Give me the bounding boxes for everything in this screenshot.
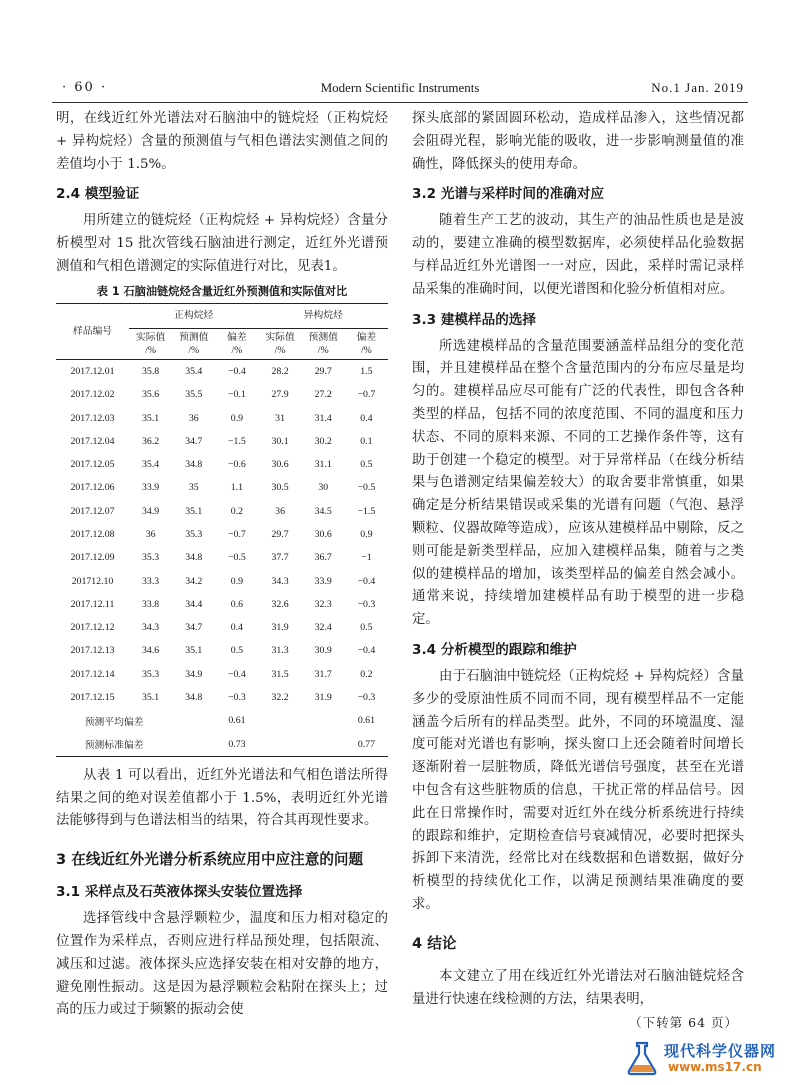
table-cell: −1.5 (228, 435, 246, 447)
table-cell: 36 (188, 412, 199, 424)
table-cell: 31.9 (271, 622, 289, 634)
std-normal: 0.73 (228, 738, 246, 750)
table-cell (302, 709, 345, 732)
section-3-3-heading: 3.3 建模样品的选择 (412, 311, 536, 328)
table-cell: 1.5 (360, 365, 373, 377)
table-cell: −0.7 (357, 389, 376, 401)
table-cell: 0.1 (360, 435, 373, 447)
table-row (56, 476, 388, 499)
table-cell: 0.9 (230, 575, 244, 587)
table-cell: 0.6 (230, 598, 244, 610)
col-sample-header: 样品编号 (56, 303, 129, 359)
table-body (56, 359, 388, 709)
watermark-title: 现代科学仪器网 (664, 1042, 777, 1060)
table-cell: 34.8 (185, 552, 203, 564)
table-cell: 0.4 (360, 412, 373, 424)
table-cell: 0.5 (360, 622, 373, 634)
table-cell: 32.3 (314, 598, 332, 610)
table-caption: 表 1 石脑油链烷烃含量近红外预测值和实际值对比 (96, 284, 348, 298)
table-cell: 32.2 (271, 692, 289, 704)
table-cell: −0.4 (228, 365, 246, 377)
table-cell (259, 733, 302, 757)
table-row (56, 616, 388, 639)
table-row (56, 453, 388, 476)
table-cell: 34.8 (185, 459, 203, 471)
sample-id-cell: 2017.12.08 (70, 529, 115, 540)
table-cell: 31.9 (314, 692, 332, 704)
table-cell: 34.9 (185, 668, 203, 680)
table-cell: 29.7 (314, 365, 332, 377)
table-cell: 36 (275, 505, 285, 517)
table-cell (172, 733, 215, 757)
table-cell: −0.3 (357, 598, 376, 610)
table-cell: 35.6 (142, 389, 160, 401)
table-cell: 0.5 (360, 459, 373, 471)
table-row (56, 500, 388, 523)
section-2-4-heading: 2.4 模型验证 (56, 186, 140, 203)
std-iso: 0.77 (357, 738, 375, 750)
table-row (56, 523, 388, 546)
table-cell: 0.9 (360, 529, 373, 540)
table-cell: 31.3 (271, 645, 289, 657)
section-3-4-heading: 3.4 分析模型的跟踪和维护 (412, 641, 577, 658)
table-cell: 34.7 (185, 435, 203, 447)
table-row (56, 593, 388, 616)
table-row (56, 430, 388, 453)
table-cell: 28.2 (271, 365, 289, 377)
table-row (56, 639, 388, 662)
table-cell: −0.1 (228, 389, 246, 401)
table-cell (172, 709, 215, 732)
sample-id-cell: 2017.12.03 (70, 412, 115, 424)
page-number: · 60 · (62, 80, 108, 95)
table-cell: −0.6 (228, 459, 246, 471)
section-4-paragraph: 本文建立了用在线近红外光谱法对石脑油链烷烃含量进行快速在线检测的方法，结果表明， (412, 968, 744, 1007)
table-cell: 35.3 (142, 552, 160, 564)
avg-normal: 0.61 (228, 715, 246, 727)
table-cell: −0.5 (228, 552, 246, 564)
table-cell: 34.5 (314, 505, 332, 517)
table-cell: 0.4 (230, 622, 244, 634)
table-cell (302, 733, 345, 757)
table-row-std (56, 733, 388, 757)
table-cell: 36.2 (142, 435, 160, 447)
table-cell: 36 (145, 529, 156, 540)
table-cell: 32.4 (314, 622, 332, 634)
table-cell: 33.9 (314, 575, 332, 587)
table-cell: 35.1 (142, 412, 160, 424)
table-cell: 30.6 (271, 459, 289, 471)
table-cell: 29.7 (271, 529, 289, 540)
table-cell: 0.9 (230, 412, 244, 424)
table-cell: −1.5 (357, 505, 376, 517)
table-cell: 33.9 (142, 482, 160, 494)
sample-id-cell: 2017.12.11 (70, 598, 115, 610)
table-row (56, 383, 388, 406)
table-cell: 35 (188, 482, 199, 494)
table-cell: 33.3 (142, 575, 160, 587)
table-cell: 34.3 (142, 622, 160, 634)
table-cell: 35.1 (185, 645, 203, 657)
table-cell: 30.6 (314, 529, 332, 540)
table-cell: 37.7 (271, 552, 289, 564)
table-cell: 0.5 (230, 645, 244, 657)
col-dev-header: 偏差 /% (345, 328, 388, 359)
table-row (56, 359, 388, 383)
col-actual-header: 实际值 /% (129, 328, 172, 359)
table-cell: 0.2 (230, 505, 244, 517)
table-cell: −0.4 (357, 575, 376, 587)
table-cell: 35.1 (142, 692, 160, 704)
table-cell: 35.5 (185, 389, 203, 401)
continued-paragraph: 探头底部的紧固圆环松动，造成样品渗入，这些情况都会阻碍光程，影响光能的吸收，进一步影响测量值的准确性，降低探头的使用寿命。 (412, 111, 744, 172)
table-cell: −0.7 (228, 529, 246, 540)
table-cell: 30.2 (314, 435, 332, 447)
table-row (56, 663, 388, 686)
table-cell: 34.8 (185, 692, 203, 704)
issue-info: No.1 Jan. 2019 (651, 80, 744, 95)
table-cell: 31.7 (314, 668, 332, 680)
watermark-url: www.ms17.cn (668, 1060, 762, 1074)
sample-id-cell: 2017.12.06 (70, 482, 115, 494)
after-table-paragraph: 从表 1 可以看出，近红外光谱法和气相色谱法所得结果之间的绝对误差值都小于 1.5%，表明近红外光谱法能够得到与色谱法相当的结果，符合其再现性要求。 (56, 767, 388, 829)
group-iso-header: 异构烷烃 (259, 303, 389, 328)
intro-paragraph: 明，在线近红外光谱法对石脑油中的链烷烃（正构烷烃 + 异构烷烃）含量的预测值与气相色谱法实测值之间的差值均小于 1.5%。 (56, 111, 388, 172)
watermark-logo (624, 1038, 794, 1080)
col-pred-header: 预测值 /% (302, 328, 345, 359)
table-cell: 30.5 (271, 482, 289, 494)
section-3-heading: 3 在线近红外光谱分析系统应用中应注意的问题 (56, 851, 364, 869)
table-row (56, 569, 388, 592)
table-cell: 35.1 (185, 505, 203, 517)
table-cell: 35.8 (142, 365, 160, 377)
table-row-avg (56, 709, 388, 732)
sample-id-cell: 2017.12.05 (70, 459, 115, 471)
sample-id-cell: 2017.12.13 (70, 645, 115, 657)
table-cell: 35.4 (142, 459, 160, 471)
table-cell: −0.5 (357, 482, 376, 494)
sample-id-cell: 2017.12.14 (70, 668, 115, 680)
sample-id-cell: 2017.12.12 (70, 622, 115, 634)
section-3-3-paragraph: 所选建模样品的含量范围要涵盖样品组分的变化范围，并且建模样品在整个含量范围内的分布应尽量是均匀的。建模样品应尽可能有广泛的代表性，即包含各种类型的样品，包括不同的浓度范围、不同的温度和压力状态、不同的原料来源、不同的工艺操作条件等，这有助于创建一个稳定的模型。对于异常样品（在线分析结果与色谱测定结果偏差较大）的取舍要非常慎重，如果确定是分析结果错误或采集的光谱有问题（气泡、悬浮颗粒、仪器故障等造成），应该从建模样品中剔除，反之则可能是新类型样品，应加入建模样品集，随着与之类似的建模样品的增加，该类型样品的偏差自然会减小。通常来说，持续增加建模样品有助于模型的进一步稳定。 (412, 338, 744, 628)
section-3-4-paragraph: 由于石脑油中链烷烃（正构烷烃 + 异构烷烃）含量多少的受原油性质不同而不同，现有模型样品不一定能涵盖今后所有的样品类型。此外，不同的环境温度、湿度可能对光谱也有影响，探头窗口上还会随着时间增长逐渐附着一层脏物质，降低光谱信号强度，甚至在光谱中包含有这些脏物质的信息，干扰正常的样品信号。因此在日常操作时，需要对近红外在线分析系统进行持续的跟踪和维护，定期检查信号衰减情况，必要时把探头拆卸下来清洗，经常比对在线数据和色谱数据，做好分析模型的持续优化工作，以满足预测结果准确度的要求。 (412, 668, 744, 912)
journal-name: Modern Scientific Instruments (320, 80, 480, 95)
section-2-4-paragraph: 用所建立的链烷烃（正构烷烃 + 异构烷烃）含量分析模型对 15 批次管线石脑油进行测定，近红外光谱预测值和气相色谱测定的实际值进行对比，见表1。 (56, 213, 388, 274)
table-cell: 32.6 (271, 598, 289, 610)
table-cell: 30 (318, 482, 329, 494)
table-cell: 34.6 (142, 645, 160, 657)
sample-id-cell: 2017.12.04 (70, 435, 115, 447)
table-cell: 30.1 (271, 435, 289, 447)
col-dev-header: 偏差 /% (215, 328, 258, 359)
section-3-2-heading: 3.2 光谱与采样时间的准确对应 (412, 186, 604, 203)
sample-id-cell: 2017.12.01 (70, 365, 115, 377)
sample-id-cell: 2017.12.09 (70, 552, 115, 564)
table-cell: 31.1 (314, 459, 332, 471)
sample-id-cell: 2017.12.02 (70, 389, 115, 401)
table-cell: 34.4 (185, 598, 203, 610)
sample-id-cell: 201712.10 (71, 575, 114, 587)
table-cell: 34.9 (142, 505, 160, 517)
col-pred-header: 预测值 /% (172, 328, 215, 359)
right-column (412, 108, 744, 1011)
table-cell: 0.2 (360, 668, 373, 680)
table-cell: 31.4 (314, 412, 332, 424)
group-normal-header: 正构烷烃 (129, 303, 258, 328)
sample-id-cell: 2017.12.15 (70, 692, 115, 704)
table-cell: 36.7 (314, 552, 332, 564)
running-header (52, 80, 748, 103)
avg-label: 预测平均偏差 (84, 716, 144, 728)
table-cell: −1 (361, 552, 372, 564)
table-row (56, 546, 388, 569)
section-3-1-paragraph: 选择管线中含悬浮颗粒少，温度和压力相对稳定的位置作为采样点，否则应进行样品预处理，包括限流、减压和过滤。液体探头应选择安装在相对安静的地方，避免刚性振动。这是因为悬浮颗粒会粘附在探头上；过高的压力或过于频繁的振动会使 (56, 911, 388, 1018)
table-row (56, 406, 388, 429)
flask-logo-icon (624, 1040, 660, 1076)
table-cell: 35.3 (142, 668, 160, 680)
table-cell (259, 709, 302, 732)
table-cell: −0.3 (228, 692, 246, 704)
table-cell: 35.4 (185, 365, 203, 377)
section-3-1-heading: 3.1 采样点及石英液体探头安装位置选择 (56, 884, 303, 901)
table-cell: 34.2 (185, 575, 203, 587)
section-4-heading: 4 结论 (412, 934, 457, 952)
table-cell: 31.5 (271, 668, 289, 680)
table-cell: −0.4 (228, 668, 246, 680)
left-column (56, 108, 388, 1022)
table-cell: 31 (275, 412, 285, 424)
table-row (56, 686, 388, 709)
section-3-2-paragraph: 随着生产工艺的波动，其生产的油品性质也是是波动的，要建立准确的模型数据库，必须使样品化验数据与样品近红外光谱图一一对应，因此，采样时需记录样品采集的准确时间，以便光谱图和化验分析值相对应。 (412, 213, 744, 297)
table-cell: 27.9 (271, 389, 289, 401)
table-cell: −0.4 (357, 645, 376, 657)
table-cell: 27.2 (314, 389, 332, 401)
col-actual-header: 实际值 /% (259, 328, 302, 359)
table-cell: 35.3 (185, 529, 203, 540)
std-label: 预测标准偏差 (84, 740, 144, 752)
continued-note: （下转第 64 页） (629, 1015, 738, 1030)
table-cell: 1.1 (230, 482, 244, 494)
sample-id-cell: 2017.12.07 (70, 505, 115, 517)
table-cell: 33.8 (142, 598, 160, 610)
avg-iso: 0.61 (357, 715, 375, 727)
results-table (56, 303, 388, 757)
table-cell: 34.7 (185, 622, 203, 634)
table-cell: 34.3 (271, 575, 289, 587)
table-cell: 30.9 (314, 645, 332, 657)
table-cell: −0.3 (357, 692, 376, 704)
